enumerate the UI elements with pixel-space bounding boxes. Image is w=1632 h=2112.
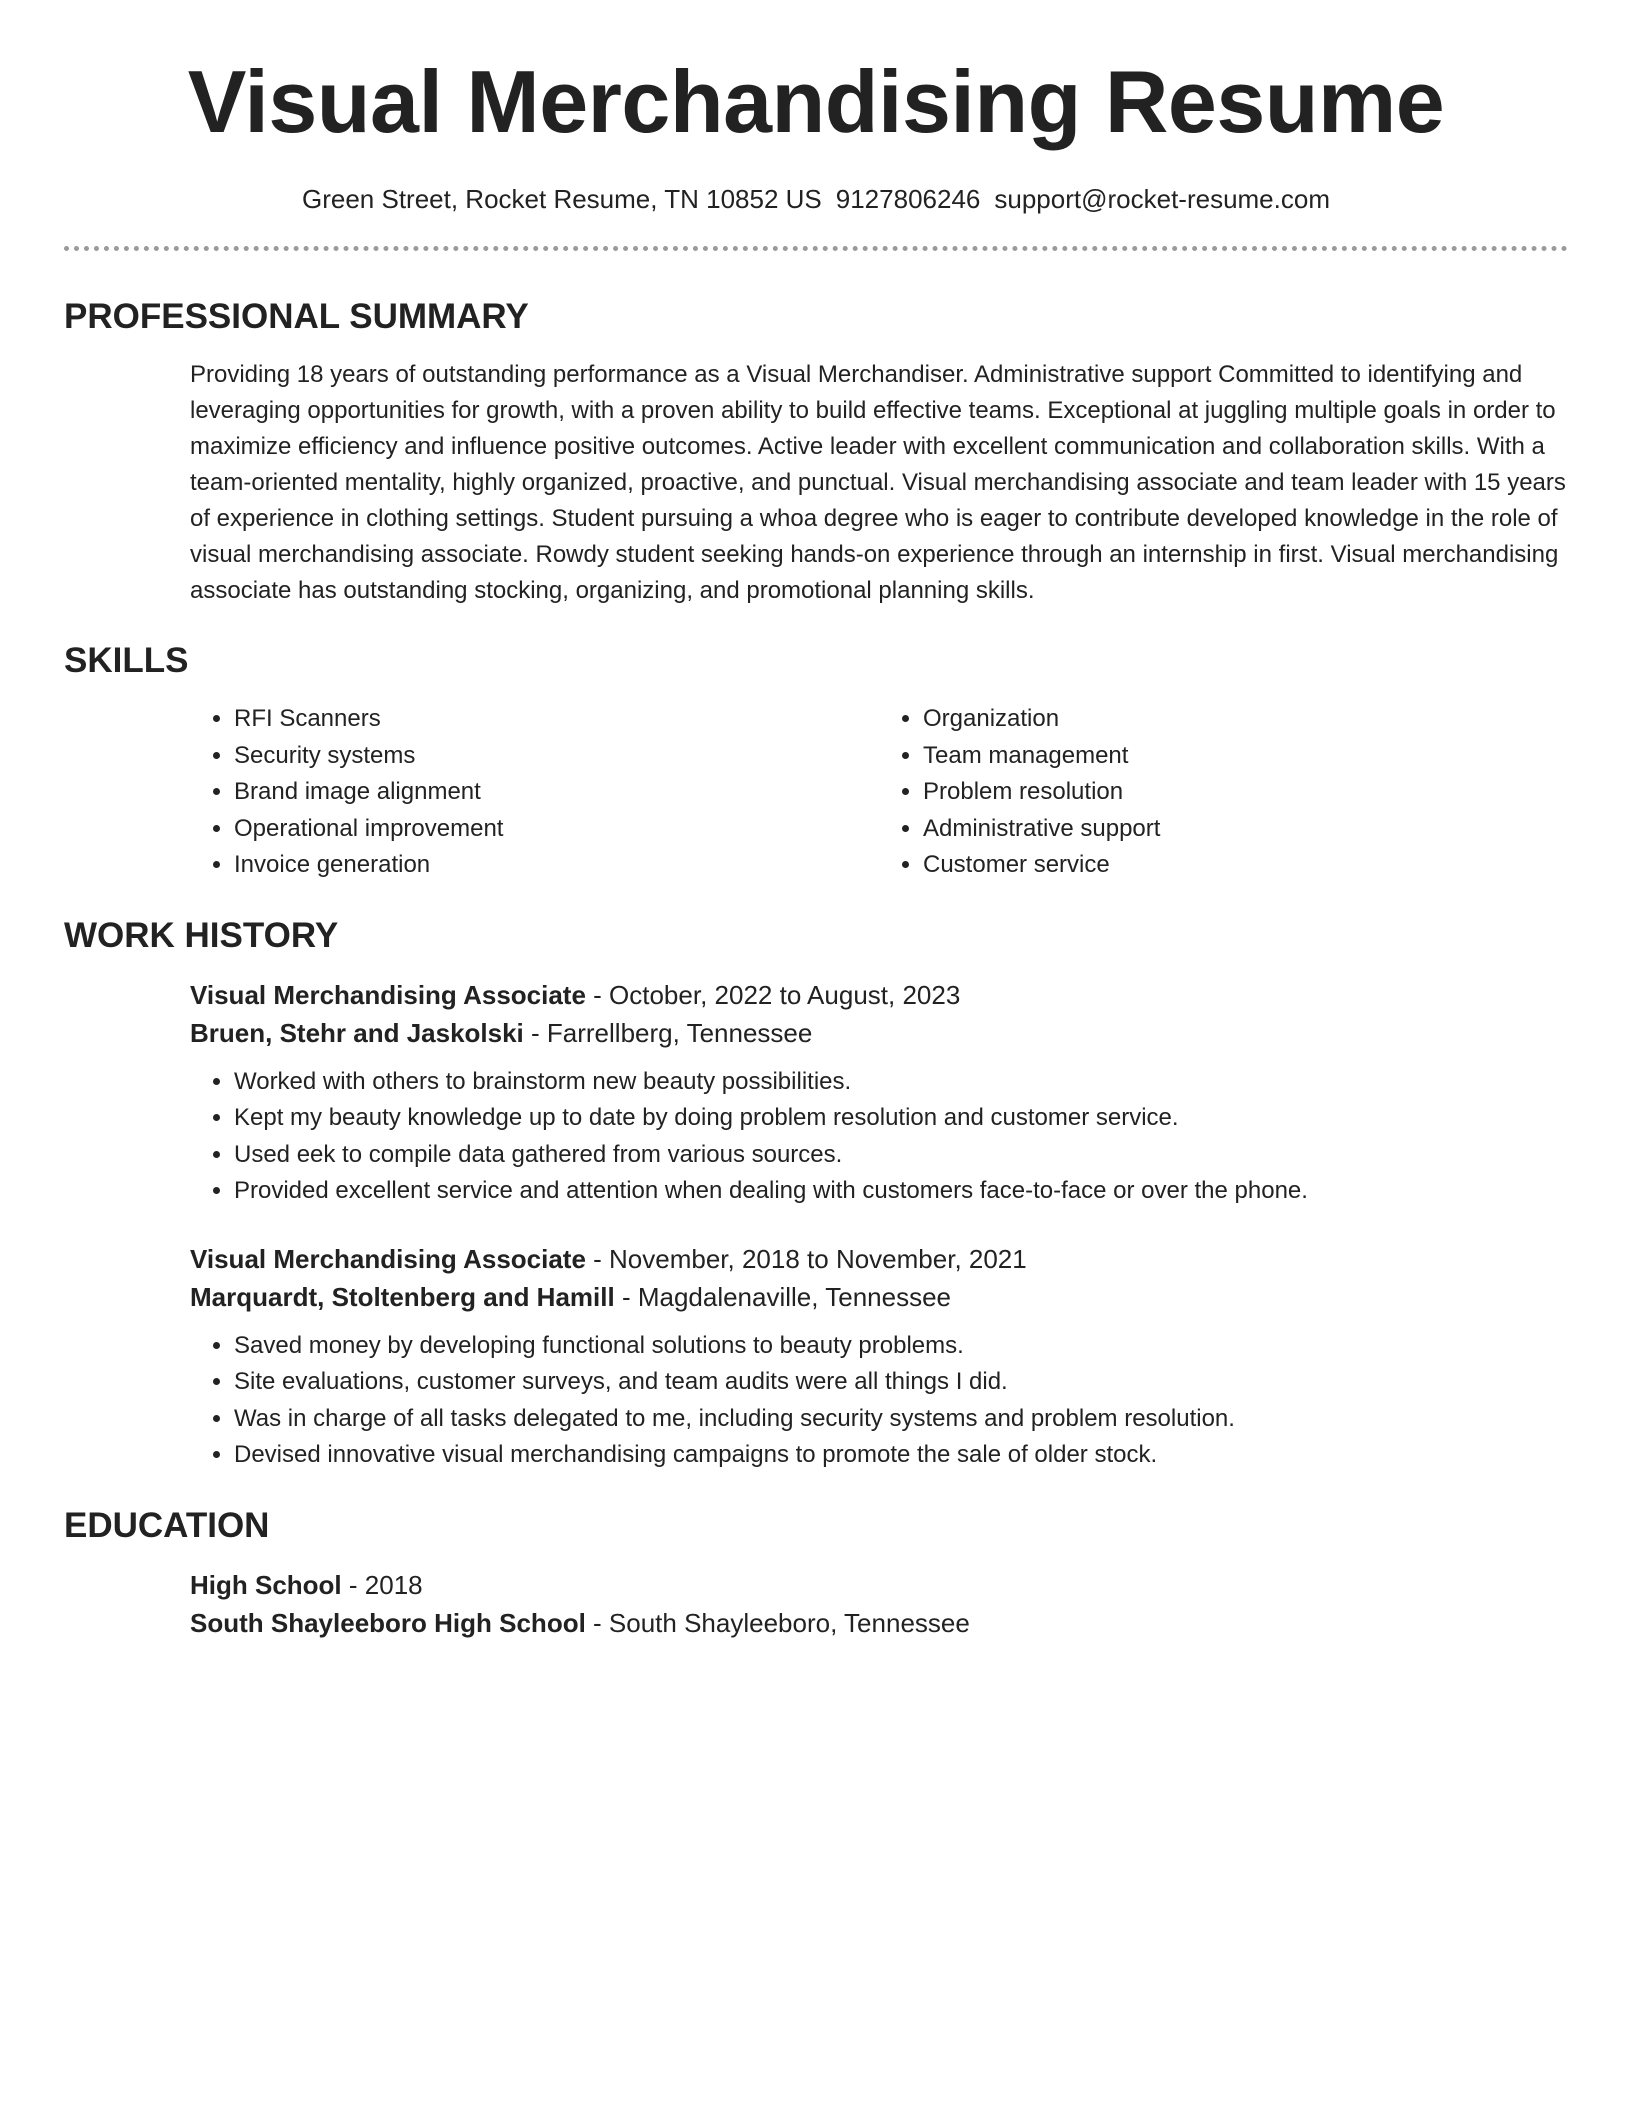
section-title-work: WORK HISTORY [64, 915, 339, 955]
job-bullet: • Site evaluations, customer surveys, and team audits were all things I did. [234, 1364, 1568, 1401]
job-bullet: • Provided excellent service and attention when dealing with customers face-to-face or over the phone. [234, 1173, 1568, 1210]
education-school: South Shayleeboro High School [190, 1607, 586, 1638]
header-divider [64, 246, 1568, 251]
skill-item: • Brand image alignment [234, 774, 879, 811]
education-entry [190, 1566, 1568, 1642]
summary-text: Providing 18 years of outstanding performance as a Visual Merchandiser. Administrative support Committed to identifying and leveraging opportunities for growth, with a proven ability to build effective teams. Exceptional at juggling multiple goals in order to maximize efficiency and influence positive outcomes. Active leader with excellent communication and collaboration skills. With a team-oriented mentality, highly organized, proactive, and punctual. Visual merchandising associate and team leader with 15 years of experience in clothing settings. Student pursuing a whoa degree who is eager to contribute developed knowledge in the role of visual merchandising associate. Rowdy student seeking hands-on experience through an internship in first. Visual merchandising associate has outstanding stocking, organizing, and promotional planning skills. [190, 361, 1566, 604]
skills-column-right [879, 701, 1568, 884]
job-company: Bruen, Stehr and Jaskolski [190, 1017, 524, 1048]
education-degree: High School [190, 1569, 342, 1600]
job-company-line [190, 1014, 1568, 1052]
skill-item: • Organization [923, 701, 1568, 738]
education-school-line [190, 1604, 1568, 1642]
job-bullet: • Saved money by developing functional solutions to beauty problems. [234, 1328, 1568, 1365]
job-location: - Magdalenaville, Tennessee [614, 1281, 952, 1312]
education-location: - South Shayleeboro, Tennessee [585, 1607, 970, 1638]
job-bullets [190, 1328, 1568, 1474]
contact-line [64, 182, 1568, 216]
education-degree-line [190, 1566, 1568, 1604]
section-title-summary: PROFESSIONAL SUMMARY [64, 297, 529, 336]
job-bullet: • Worked with others to brainstorm new beauty possibilities. [234, 1064, 1568, 1101]
job-bullets [190, 1064, 1568, 1210]
job-entry [190, 976, 1568, 1210]
job-role-line [190, 1240, 1568, 1278]
section-title-education: EDUCATION [64, 1505, 270, 1545]
summary-section [190, 357, 1568, 609]
skill-item: • Customer service [923, 847, 1568, 884]
job-company-line [190, 1278, 1568, 1316]
job-role: Visual Merchandising Associate [190, 1243, 586, 1274]
education-year: - 2018 [341, 1569, 423, 1600]
job-entry [190, 1240, 1568, 1474]
contact-phone: 9127806246 [835, 184, 981, 214]
job-company: Marquardt, Stoltenberg and Hamill [190, 1281, 615, 1312]
education-section [190, 1566, 1568, 1642]
job-role-line [190, 976, 1568, 1014]
skill-item: • Invoice generation [234, 847, 879, 884]
skill-item: • Administrative support [923, 811, 1568, 848]
job-bullet: • Was in charge of all tasks delegated to me, including security systems and problem resolution. [234, 1401, 1568, 1438]
section-title-skills: SKILLS [64, 641, 189, 680]
resume-title: Visual Merchandising Resume [187, 52, 1445, 151]
skill-item: • Problem resolution [923, 774, 1568, 811]
contact-email: support@rocket-resume.com [994, 184, 1330, 214]
job-dates: - October, 2022 to August, 2023 [585, 979, 961, 1010]
contact-address: Green Street, Rocket Resume, TN 10852 US [302, 184, 822, 214]
job-bullet: • Kept my beauty knowledge up to date by doing problem resolution and customer service. [234, 1100, 1568, 1137]
skills-column-left [190, 701, 879, 884]
job-role: Visual Merchandising Associate [190, 979, 586, 1010]
job-bullet: • Devised innovative visual merchandising campaigns to promote the sale of older stock. [234, 1437, 1568, 1474]
skill-item: • Operational improvement [234, 811, 879, 848]
job-bullet: • Used eek to compile data gathered from various sources. [234, 1137, 1568, 1174]
job-location: - Farrellberg, Tennessee [523, 1017, 813, 1048]
skill-item: • Security systems [234, 738, 879, 775]
skill-item: • RFI Scanners [234, 701, 879, 738]
job-dates: - November, 2018 to November, 2021 [585, 1243, 1027, 1274]
skills-section [190, 701, 1568, 884]
skills-grid [190, 701, 1568, 884]
work-section [190, 976, 1568, 1474]
skill-item: • Team management [923, 738, 1568, 775]
